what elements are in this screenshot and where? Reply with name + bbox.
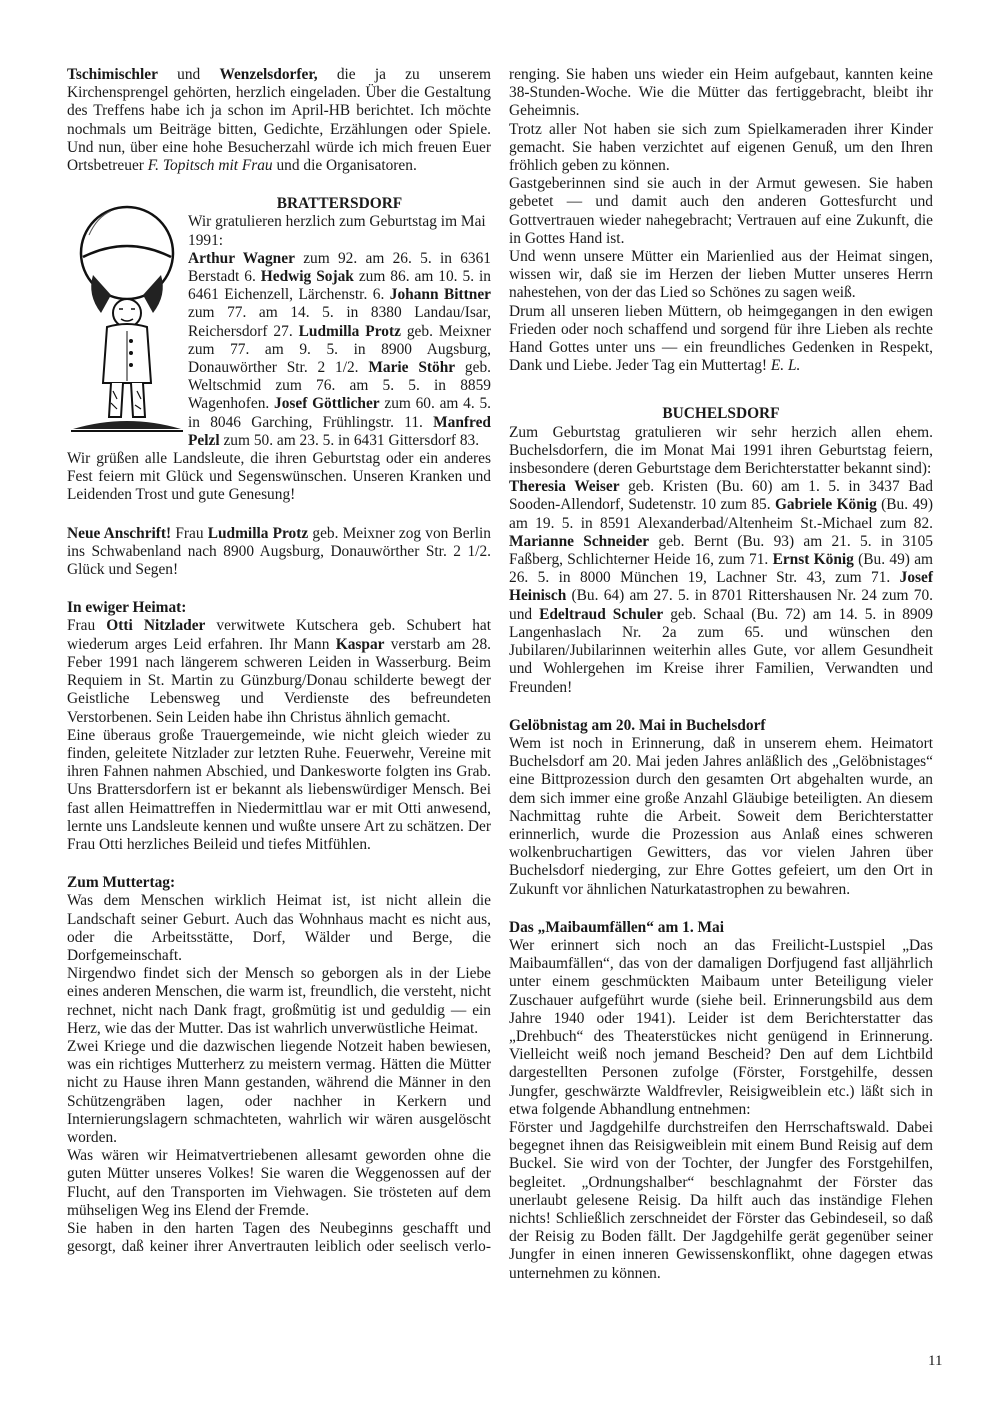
intro-paragraph bbox=[67, 66, 491, 175]
text-run: Frau bbox=[171, 524, 208, 542]
mothers-day-paragraph: renging. Sie haben uns wieder ein Heim aufgebaut, kannten keine 38-Stunden-Woche. Wie die Mütter das fertiggebracht, bleibt ihr Geheimnis. bbox=[509, 66, 933, 120]
new-address-section bbox=[67, 525, 491, 580]
bold-name: Wenzelsdorfer, bbox=[219, 66, 318, 83]
mothers-day-closing bbox=[509, 303, 933, 376]
brattersdorf-section bbox=[67, 195, 491, 504]
text-run: und die Organisatoren. bbox=[272, 157, 417, 175]
text-run: Frau bbox=[67, 617, 107, 635]
text-run: geb. Meixner zog von Berlin ins Schwabenland nach 8900 Augsburg, Donauwörther Str. 2 1/2. Glück und Segen! bbox=[67, 524, 491, 579]
bold-name: Ludmilla Protz bbox=[298, 322, 401, 340]
vow-day-text: Wem ist noch in Erinnerung, daß in unserem ehem. Heimatort Buchelsdorf am 20. Mai jeden Jahres anläßlich des „Gelöbnistages“ eine Bittprozession durch den gesamten Ort abgehalten wurde, an dem sich immer eine große Anzahl Gläubige beteiligten. An diesem Nachmittag ruhte die Arbeit. Soweit dem Berichterstatter erinnerlich, wurde die Prozession aus Anlaß eines schweren wolkenbruchartigen Gewitters, das vor vielen Jahren über Buchelsdorf niederging, zur Ehre Gottes gefeiert, um den Ort in Zukunft vor ähnlichen Naturkatastrophen zu bewahren. bbox=[509, 734, 933, 898]
italic-signature: F. Topitsch mit Frau bbox=[147, 157, 273, 175]
bold-name: Gabriele König bbox=[774, 496, 877, 514]
text-run: verwitwete Kutschera geb. Schubert hat wiederum arges Leid erfahren. Ihr Mann bbox=[67, 617, 491, 653]
new-address-paragraph bbox=[67, 525, 491, 580]
bold-name: Edeltraud Schuler bbox=[539, 605, 664, 623]
maypole-heading: Das „Maibaumfällen“ am 1. Mai bbox=[509, 918, 725, 936]
bold-name: Ernst König bbox=[772, 551, 854, 569]
bold-name: Johann Bittner bbox=[389, 286, 491, 304]
text-run: geb. Bernt (Bu. 93) am 21. 5. in 3105 Faßberg, Schlichterner Heide 16, zum 71. bbox=[509, 532, 933, 569]
bold-name: Kaspar bbox=[335, 635, 385, 653]
mothers-day-paragraph: Was dem Menschen wirklich Heimat ist, ist nicht allein die Landschaft seiner Geburt. Auch das Wohnhaus macht es nicht aus, oder die Arbeitsstätte, Dorf, Wälder und Berge, die Dorfgemeinschaft. bbox=[67, 892, 491, 964]
text-run: (Bu. 49) am 19. 5. in 8591 Alexanderbad/Altenheim St.-Michael zum 82. bbox=[509, 496, 933, 532]
brattersdorf-birthday-list bbox=[188, 250, 491, 450]
buchelsdorf-heading: BUCHELSDORF bbox=[662, 405, 780, 423]
buchelsdorf-intro: Zum Geburtstag gratulieren wir sehr herzich allen ehem. Buchelsdorfern, die im Monat Mai 1991 ihren Geburtstag feiern, insbesondere (deren Geburtstage dem Berichterstatter bekannt sind): bbox=[509, 423, 933, 478]
text-run: verstarb am 28. Feber 1991 nach längerem schweren Leiden in Wasserburg. Beim Requiem in St. Martin zu Günzburg/Donau schilderte bewegt der Geistliche Lebensweg und Verdienste des befreundeten Verstorbenen. Sein Leiden habe ihn Christus ähnlich gemacht. bbox=[67, 635, 492, 726]
maypole-paragraph-2: Förster und Jagdgehilfe durchstreifen den Herrschaftswald. Dabei begegnet ihnen das Reisigweiblein mit einem Bund Reisig auf dem Buckel. Sie wird von der Tochter, der Jungfer des Forstgehilfen, begleitet. „Ordnungshalber“ beschlagnahmt der Förster das unerlaubt gelesene Reisig. Da hilft auch das inständige Flehen nichts! Schließlich zerschneidet der Förster das Gebindeseil, so daß der Reisig zu Boden fällt. Der Jagdgehilfe gerät gegenüber seiner Jungfer in einen inneren Gewissenskonflikt, ohne dagegen etwas unternehmen zu können. bbox=[509, 1118, 933, 1282]
text-run: die ja zu unserem Kirchensprengel gehörten, herzlich eingeladen. Über die Gestaltung des Treffens habe ich ja schon im April-HB berichtet. Ich möchte nochmals um Beiträge bitten, Gedichte, Erzählungen oder Spiele. Und nun, über eine hohe Besucherzahl würde ich mich freuen Euer Ortsbetreuer bbox=[67, 66, 492, 175]
text-run: (Bu. 64) am 27. 5. in 8701 Rittershausen Nr. 24 zum 70. und bbox=[509, 587, 933, 623]
text-run: zum 50. am 23. 5. in 6431 Gittersdorf 83. bbox=[219, 431, 480, 449]
mothers-day-paragraph: Gastgeberinnen sind sie auch in der Armut gewesen. Sie haben gebetet — und damit auch den anderen Gottesfurcht und Gottvertrauen wieder nahegebracht; Vertrauen auf eine Zukunft, die in Gottes Hand ist. bbox=[509, 175, 933, 247]
eternal-home-section bbox=[67, 599, 491, 854]
page-number: 11 bbox=[928, 1353, 943, 1369]
mothers-day-paragraph: Sie haben in den harten Tagen des Neubeginns geschafft und gesorgt, daß keiner ihrer Anvertrauten leiblich oder seelisch verlo- bbox=[67, 1219, 491, 1256]
buchelsdorf-section bbox=[509, 405, 933, 696]
text-run: geb. Schaal (Bu. 72) am 14. 5. in 8909 Langenhaslach Nr. 2a zum 65. und wünschen den Jubilaren/Jubilarinnen weiterhin alles Gute, vor allem Gesundheit und Wohlergehen im Kreise ihrer Familien, Verwandten und Freunden! bbox=[509, 605, 933, 696]
maypole-section bbox=[509, 919, 933, 1283]
intro-section bbox=[67, 66, 491, 175]
text-run: geb. Weltschmid zum 76. am 5. 5. in 8859 Wagenhofen. bbox=[188, 359, 491, 413]
left-column bbox=[67, 66, 491, 1256]
text-run: zum 92. am 26. 5. in 6361 Berstadt 6. bbox=[188, 249, 491, 286]
italic-signature: E. L. bbox=[770, 357, 801, 375]
eternal-home-paragraph-1 bbox=[67, 617, 491, 726]
text-run: (Bu. 49) am 26. 5. in 8000 München 19, Lachner Str. 43, zum 71. bbox=[509, 551, 934, 587]
eternal-home-heading: In ewiger Heimat: bbox=[67, 599, 187, 617]
right-column bbox=[509, 66, 933, 1283]
eternal-home-paragraph-2: Eine überaus große Trauergemeinde, wie nicht gleich wieder zu finden, geleitete Nitzlader zur letzten Ruhe. Feuerwehr, Vereine mit ihren Fahnen nahmen Abschied, und Dankesworte folgten ins Grab. Uns Brattersdorfern ist er bekannt als liebenswürdiger Mensch. Bei fast allen Heimattreffen in Niedermittlau war er mit Otti anwesend, lernte uns Landsleute kennen und wußte unsere Art zu schätzen. Der Frau Otti herzliches Beileid und tiefes Mitfühlen. bbox=[67, 726, 491, 853]
bold-name: Neue Anschrift! bbox=[67, 524, 172, 542]
bold-name: Otti Nitzlader bbox=[106, 617, 206, 635]
text-run: zum 86. am 10. 5. in 6461 Eichenzell, Lärchenstr. 6. bbox=[188, 268, 491, 304]
mothers-day-continued bbox=[509, 66, 933, 375]
brattersdorf-intro: Wir gratulieren herzlich zum Geburtstag im Mai 1991: bbox=[188, 213, 486, 249]
mothers-day-paragraph: Und wenn unsere Mütter ein Marienlied aus der Heimat singen, wissen wir, daß sie im Herzen der lieben Mutter unseres Herrn nahestehen, von der das Lied so Schönes zu sagen weiß. bbox=[509, 248, 933, 302]
mothers-day-paragraph: Trotz aller Not haben sie sich zum Spielkameraden ihrer Kinder gemacht. Sie haben verzichtet auf eigenen Genuß, um den Ihren fröhlich geben zu können. bbox=[509, 120, 933, 175]
buchelsdorf-birthday-list bbox=[509, 478, 933, 696]
bold-name: Josef Heinisch bbox=[509, 569, 933, 605]
mothers-day-heading: Zum Muttertag: bbox=[67, 874, 176, 892]
text-run: Drum all unseren lieben Müttern, ob heimgegangen in den ewigen Frieden oder noch schaffend und sorgend für ihre Lieben als rechte Hand Gottes unter uns — ein freundliches Gedenken in Respekt, Dank und Liebe. Jeder Tag ein Muttertag! bbox=[509, 302, 933, 375]
vow-day-section bbox=[509, 717, 933, 899]
bold-name: Marie Stöhr bbox=[368, 359, 456, 377]
bold-name: Tschimischler bbox=[67, 66, 158, 83]
mothers-day-paragraph: Was wären wir Heimatvertriebenen allesamt geworden ohne die guten Mütter unseres Volkes! Sie waren die Weggenossen auf der Flucht, auf den Transporten im Viehwagen. Sie trösteten auf dem mühseligen Weg ins Elend der Fremde. bbox=[67, 1147, 491, 1219]
text-run: geb. Kristen (Bu. 60) am 1. 5. in 3437 Bad Sooden-Allendorf, Sudetenstr. 10 zum 85. bbox=[509, 478, 933, 514]
mothers-day-section bbox=[67, 874, 491, 1256]
bold-name: Josef Göttlicher bbox=[274, 395, 380, 413]
atlas-figure-illustration bbox=[67, 195, 185, 435]
maypole-paragraph-1: Wer erinnert sich noch an das Freilicht-Lustspiel „Das Maibaumfällen“, das von der damaligen Dorfjugend fast alljährlich unter einem geschmückten Maibaum unter Beteiligung vieler Zuschauer aufgeführt wurde (siehe beil. Erinnerungsbild aus dem Jahre 1940 oder 1941). Leider ist dem Berichterstatter das „Drehbuch“ des Theaterstückes nicht genügend in Erinnerung. Vielleicht weiß noch jemand Bescheid? Den auf dem Lichtbild dargestellten Personen zufolge (Förster, Forstgehilfe, dessen Jungfer, geschwärzte Waldfrevler, Reisigweiblein etc.) läßt sich in etwa folgende Abhandlung entnehmen: bbox=[509, 936, 933, 1118]
text-run: zum 60. am 4. 5. in 8046 Garching, Frühlingstr. 11. bbox=[188, 395, 491, 431]
brattersdorf-greeting: Wir grüßen alle Landsleute, die ihren Geburtstag oder ein anderes Fest feiern mit Glück und Segenswünschen. Unseren Kranken und Leidenden Trost und gute Genesung! bbox=[67, 450, 491, 504]
bold-name: Marianne Schneider bbox=[509, 532, 650, 550]
mothers-day-paragraph: Nirgendwo findet sich der Mensch so geborgen als in der Liebe eines anderen Menschen, die warm ist, freundlich, die versteht, nicht rechnet, nicht nach Dank fragt, großmütig ist und geduldig — ein Herz, wie das der Mutter. Das ist wahrlich unverwüstliche Heimat. bbox=[67, 965, 491, 1037]
text-run: geb. Meixner zum 77. am 9. 5. in 8900 Augsburg, Donauwörther Str. 2 1/2. bbox=[188, 322, 492, 377]
bold-name: Manfred Pelzl bbox=[188, 413, 491, 449]
bold-name: Hedwig Sojak bbox=[260, 268, 354, 286]
vow-day-heading: Gelöbnistag am 20. Mai in Buchelsdorf bbox=[509, 716, 766, 734]
mothers-day-paragraph: Zwei Kriege und die dazwischen liegende Notzeit haben bewiesen, was ein richtiges Mutterherz zu meistern vermag. Hätten die Mütter nicht zu Hause ihren Mann gestanden, während die Männer in den Schützengräben lagen, oder nachher in Kerkern und Internierungslagern schmachteten, wahrlich wir wären ausgelöscht worden. bbox=[67, 1037, 491, 1146]
bold-name: Theresia Weiser bbox=[509, 478, 620, 496]
brattersdorf-heading: BRATTERSDORF bbox=[276, 195, 403, 213]
bold-name: Ludmilla Protz bbox=[207, 524, 309, 542]
text-run: zum 77. am 14. 5. in 8380 Landau/Isar, Reichersdorf 27. bbox=[188, 304, 491, 340]
bold-name: Arthur Wagner bbox=[188, 249, 295, 267]
text-run: und bbox=[157, 66, 220, 83]
